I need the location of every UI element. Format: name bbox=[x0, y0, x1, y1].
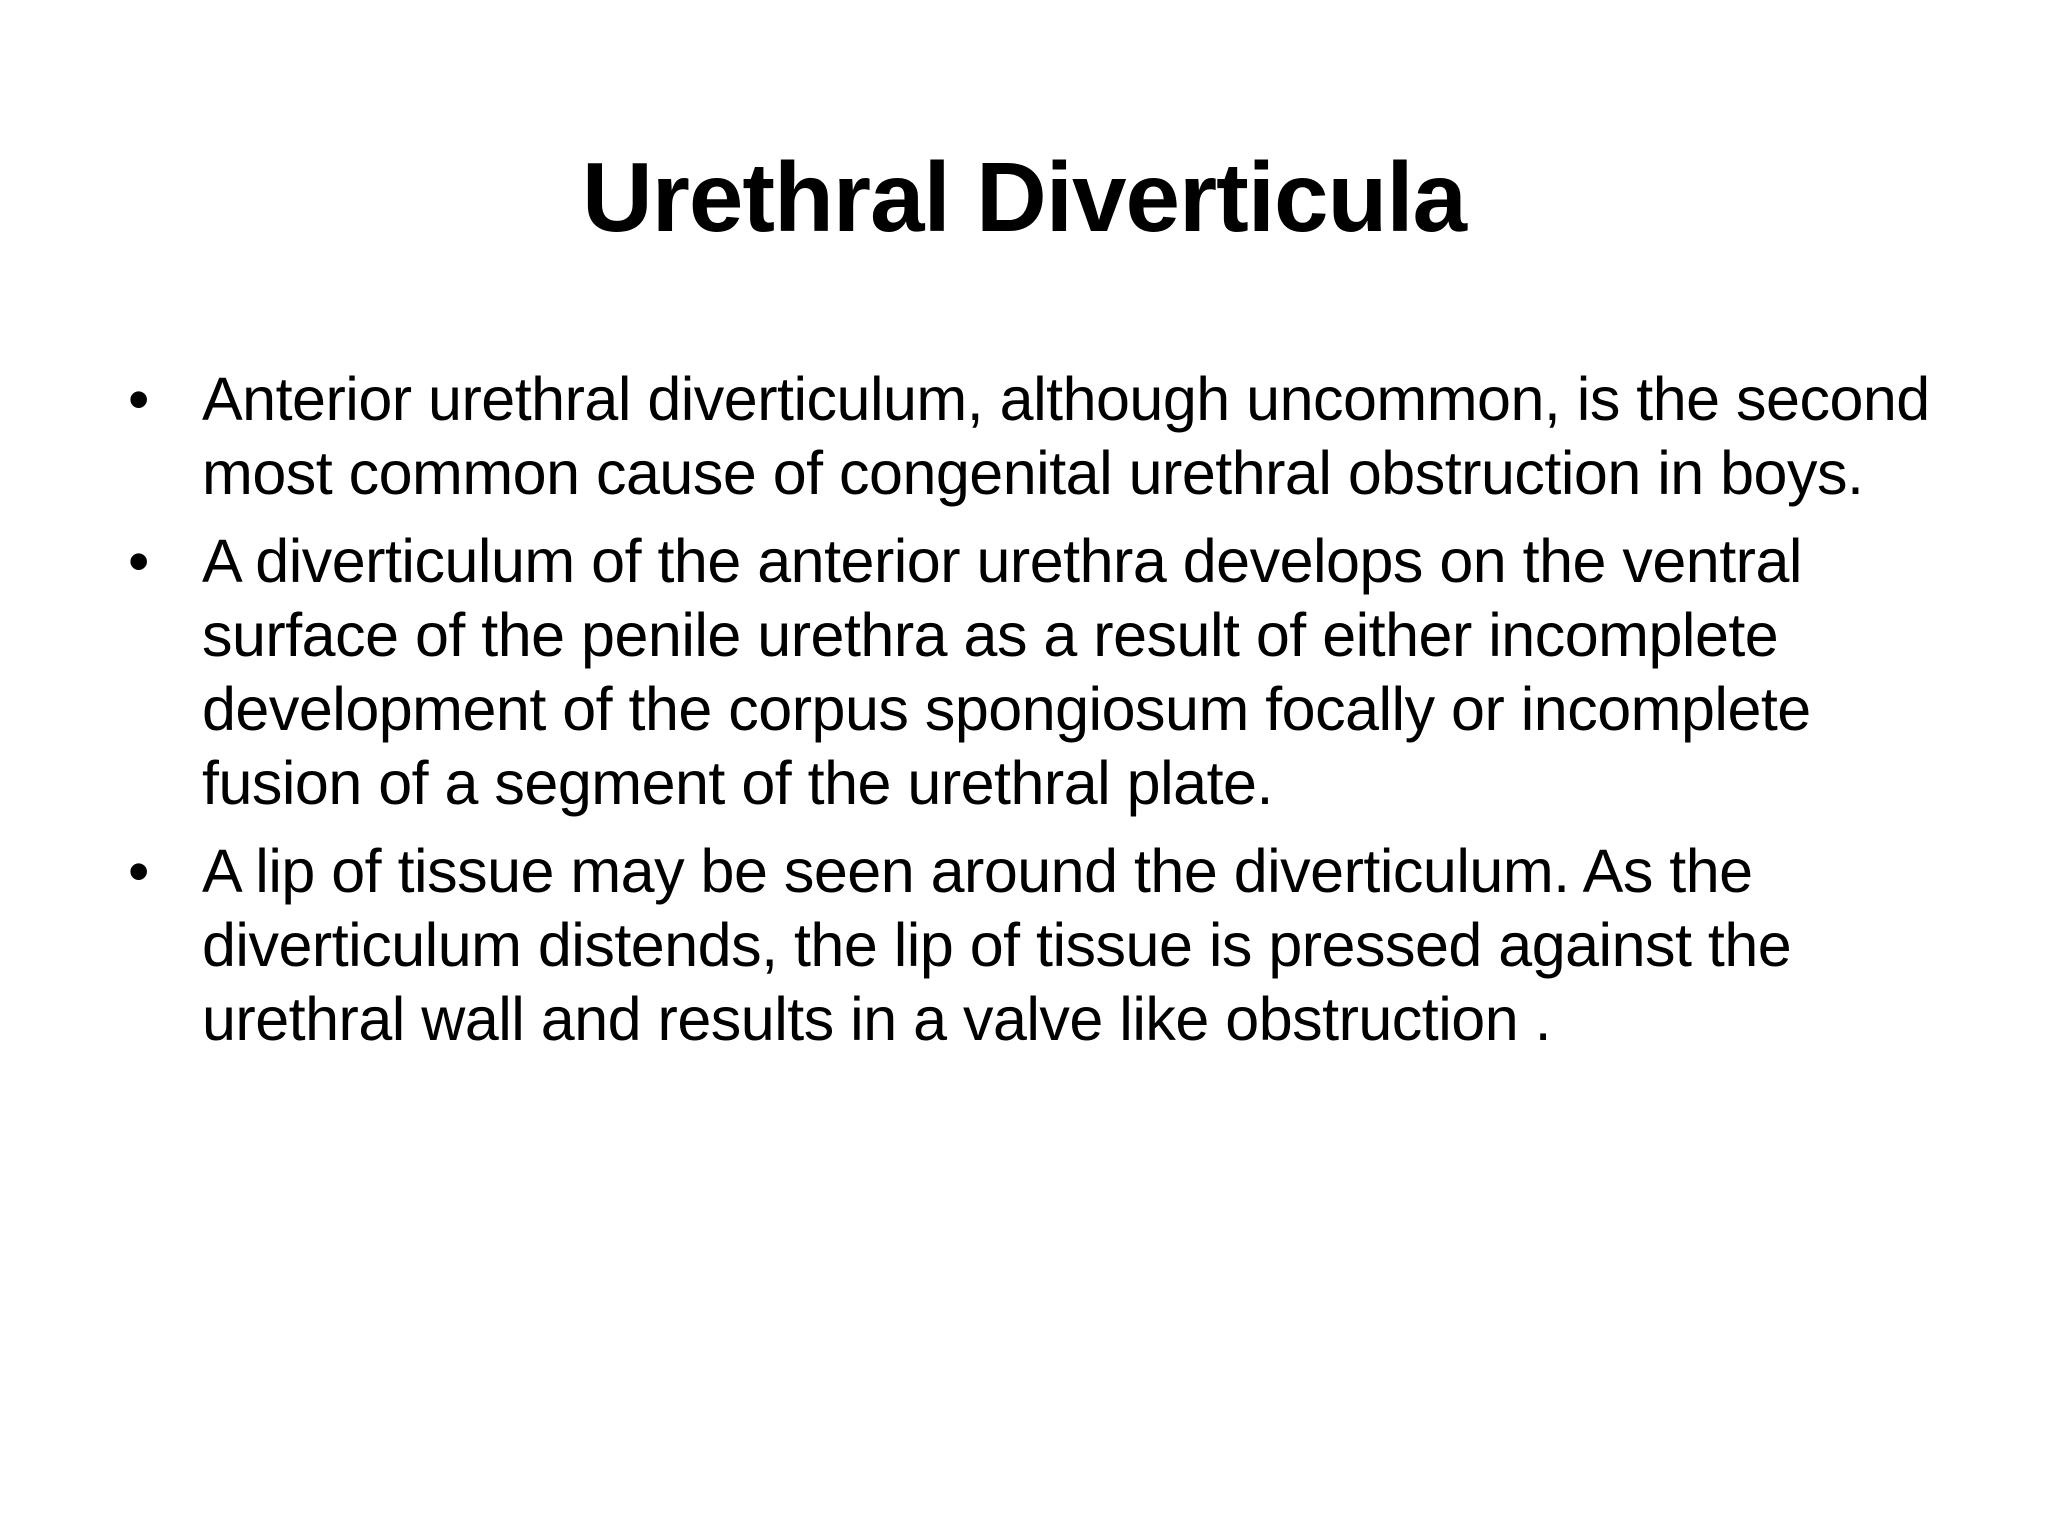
bullet-text: A diverticulum of the anterior urethra develops on the ventral surface of the penile urethra as a result of either incomplete development of the corpus spongiosum focally or incomplete fusion of a segment of the urethral plate. bbox=[202, 527, 1811, 817]
bullet-item bbox=[118, 524, 1948, 820]
bullet-list bbox=[118, 362, 1948, 1070]
bullet-point-icon: • bbox=[128, 527, 149, 595]
slide-title: Urethral Diverticula bbox=[581, 142, 1467, 252]
bullet-text: A lip of tissue may be seen around the diverticulum. As the diverticulum distends, the lip of tissue is pressed against the urethral wall and results in a valve like obstruction . bbox=[202, 837, 1792, 1053]
bullet-point-icon: • bbox=[128, 837, 149, 905]
bullet-item bbox=[118, 362, 1948, 510]
bullet-item bbox=[118, 834, 1948, 1056]
bullet-text: Anterior urethral diverticulum, although uncommon, is the second most common cause of congenital urethral obstruction in boys. bbox=[202, 365, 1930, 507]
bullet-point-icon: • bbox=[128, 365, 149, 433]
